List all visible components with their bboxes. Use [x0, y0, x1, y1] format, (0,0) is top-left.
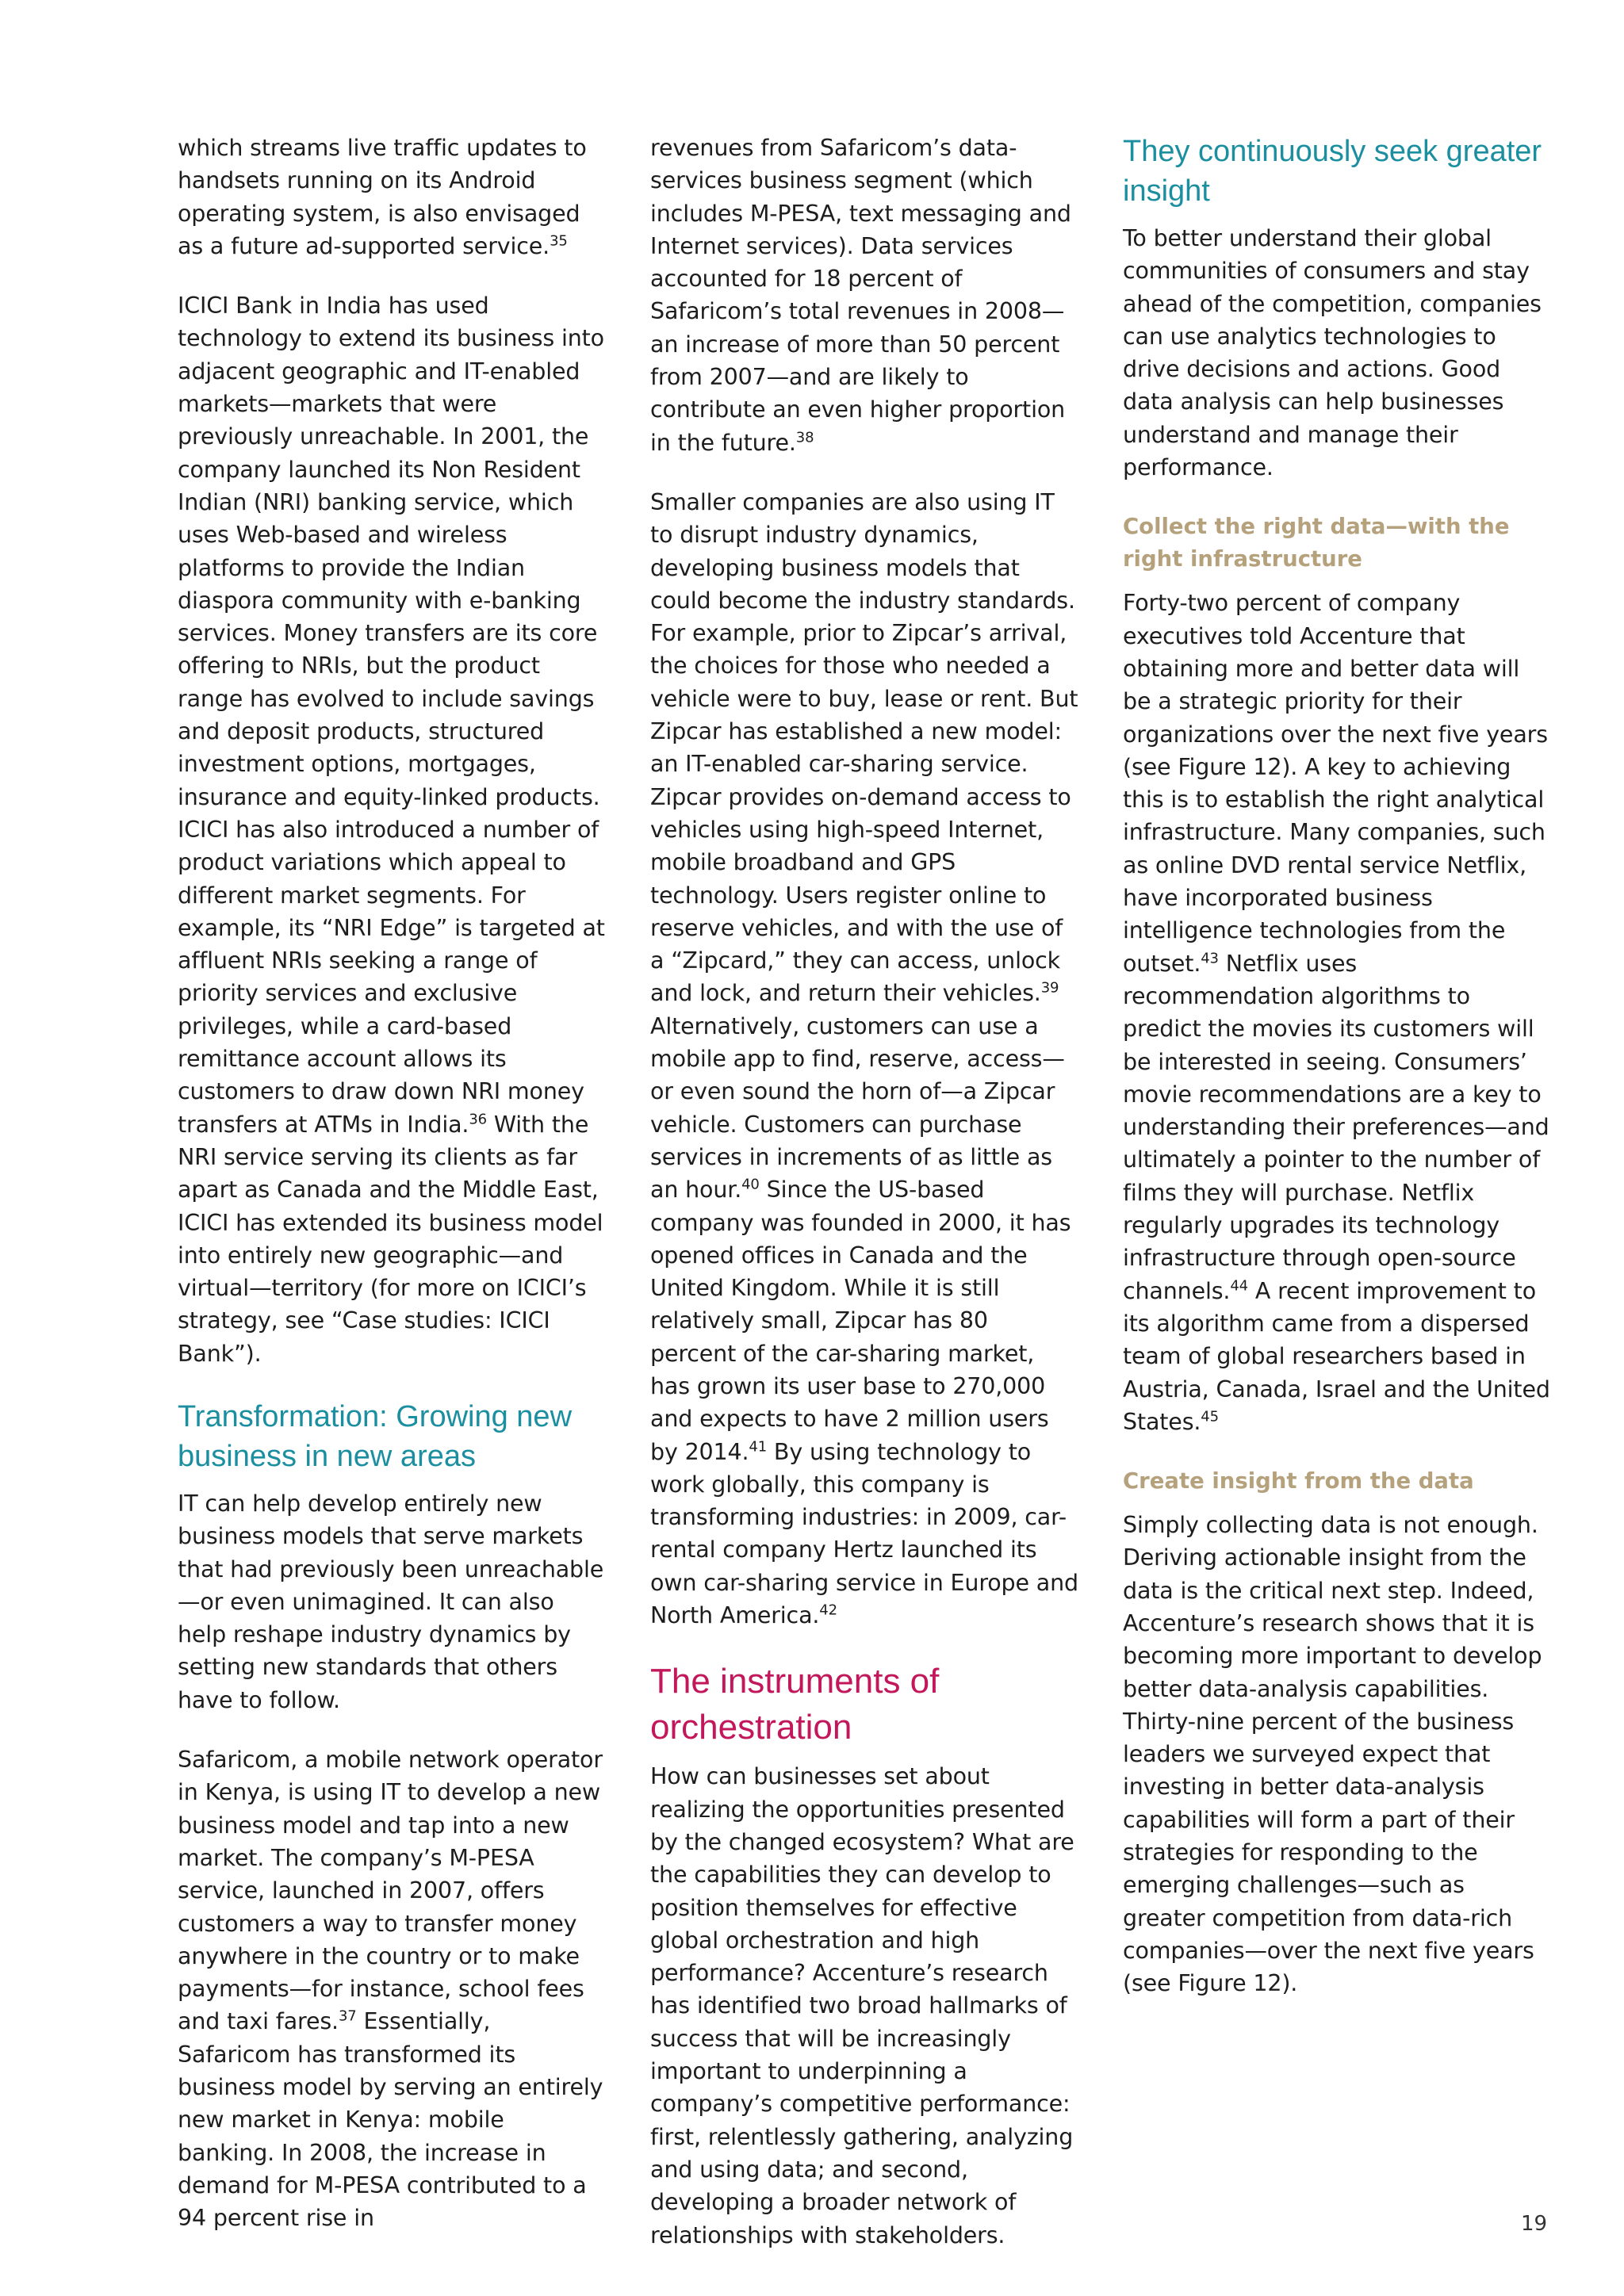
footnote-ref: 40 — [741, 1176, 760, 1193]
subheading-create-insight: Create insight from the data — [1123, 1468, 1474, 1494]
footnote-ref: 38 — [795, 429, 814, 446]
paragraph-data-analysis: Simply collecting data is not enough. Deriving actionable insight from the data is the critical next step. Indeed, Accenture’s research shows that it is becoming more important to develop better data-analysis capabilities. Thirty-nine percent of the business leaders we surveyed expect that investing in better data-analysis capabilities will form a part of their strategies for responding to the emerging challenges—such as greater competition from data-rich companies—over the next five years (see Figure 12). — [1123, 1512, 1542, 1997]
column-right — [1123, 132, 1551, 2027]
paragraph-safaricom: Safaricom, a mobile network operator in Kenya, is using IT to develop a new business model and tap into a new market. The company’s M-PESA service, launched in 2007, offers customers a way to transfer money anywhere in the country or to make payments—for instance, school fees and taxi fares.$^{37}$ Essentially, Safaricom has transformed its business model by serving an entirely new market in Kenya: mobile banking. In 2008, the increase in demand for M-PESA contributed to a 94 percent rise in — [178, 1747, 603, 2232]
footnote-ref: 37 — [338, 2007, 357, 2025]
subheading-collect-data: Collect the right data—with the right infrastructure — [1123, 514, 1510, 572]
paragraph-analytics: To better understand their global communities of consumers and stay ahead of the competition, companies can use analytics technologies to drive decisions and actions. Good data analysis can help businesses understand and manage their performance. — [1123, 225, 1542, 481]
footnote-ref: 35 — [550, 232, 568, 250]
heading-insight: They continuously seek greater insight — [1123, 135, 1542, 208]
footnote-ref: 36 — [469, 1111, 487, 1128]
column-middle — [650, 132, 1078, 2279]
paragraph-google-maps: which streams live traffic updates to handsets running on its Android operating system, is also envisaged as a future ad-supported service.$^{35}$ — [178, 135, 587, 259]
page-number: 19 — [1521, 2212, 1548, 2236]
paragraph-netflix: Forty-two percent of company executives told Accenture that obtaining more and better data will be a strategic priority for their organizations over the next five years (see Figure 12). A key to achieving this is to establish the right analytical infrastructure. Many companies, such as online DVD rental service Netflix, have incorporated business intelligence technologies from the outset.$^{43}$ Netflix uses recommendation algorithms to predict the movies its customers will be interested in seeing. Consumers’ movie recommendations are a key to understanding their preferences—and ultimately a pointer to the number of films they will purchase. Netflix regularly upgrades its technology infrastructure through open-source channels.$^{44}$ A recent improvement to its algorithm came from a dispersed team of global researchers based in Austria, Canada, Israel and the United States.$^{45}$ — [1123, 590, 1550, 1435]
footnote-ref: 42 — [819, 1601, 837, 1619]
paragraph-icici: ICICI Bank in India has used technology to extend its business into adjacent geographic and IT-enabled markets—markets that were previously unreachable. In 2001, the company launched its Non Resident Indian (NRI) banking service, which uses Web-based and wireless platforms to provide the Indian diaspora community with e-banking services. Money transfers are its core offering to NRIs, but the product range has evolved to include savings and deposit products, structured investment options, mortgages, insurance and equity-linked products. ICICI has also introduced a number of product variations which appeal to different market segments. For example, its “NRI Edge” is targeted at affluent NRIs seeking a range of priority services and exclusive privileges, while a card-based remittance account allows its customers to draw down NRI money transfers at ATMs in India.$^{36}$ With the NRI service serving its clients as far apart as Canada and the Middle East, ICICI has extended its business model into entirely new geographic—and virtual—territory (for more on ICICI’s strategy, see “Case studies: ICICI Bank”). — [178, 293, 605, 1367]
heading-instruments: The instruments of orchestration — [650, 1662, 940, 1747]
heading-transformation: Transformation: Growing new business in new areas — [178, 1399, 573, 1473]
footnote-ref: 39 — [1040, 979, 1059, 997]
footnote-ref: 45 — [1201, 1408, 1219, 1425]
footnote-ref: 44 — [1230, 1277, 1248, 1295]
paragraph-safaricom-revenue: revenues from Safaricom’s data-services business segment (which includes M-PESA, text messaging and Internet services). Data services accounted for 18 percent of Safaricom’s total revenues in 2008—an increase of more than 50 percent from 2007—and are likely to contribute an even higher proportion in the future.$^{38}$ — [650, 135, 1071, 456]
paragraph-zipcar: Smaller companies are also using IT to disrupt industry dynamics, developing business models that could become the industry standards. For example, prior to Zipcar’s arrival, the choices for those who needed a vehicle were to buy, lease or rent. But Zipcar has established a new model: an IT-enabled car-sharing service. Zipcar provides on-demand access to vehicles using high-speed Internet, mobile broadband and GPS technology. Users register online to reserve vehicles, and with the use of a “Zipcard,” they can access, unlock and lock, and return their vehicles.$^{39}$ Alternatively, customers can use a mobile app to find, reserve, access—or even sound the horn of—a Zipcar vehicle. Customers can purchase services in increments of as little as an hour.$^{40}$ Since the US-based company was founded in 2000, it has opened offices in Canada and the United Kingdom. While it is still relatively small, Zipcar has 80 percent of the car-sharing market, has grown its user base to 270,000 and expects to have 2 million users by 2014.41 By using technology to work globally, this company is transforming industries: in 2009, car-rental company Hertz launched its own car-sharing service in Europe and North America.$^{42}$ — [650, 488, 1078, 1629]
footnote-ref: 43 — [1201, 950, 1219, 967]
paragraph-new-models: IT can help develop entirely new business models that serve markets that had previously been unreachable—or even unimagined. It can also help reshape industry dynamics by setting new standards that others have to follow. — [178, 1490, 604, 1713]
footnote-ref: 41 — [749, 1438, 768, 1456]
paragraph-orchestration: How can businesses set about realizing the opportunities presented by the changed ecosystem? What are the capabilities they can develop to position themselves for effective global orchestration and high performance? Accenture’s research has identified two broad hallmarks of success that will be increasingly important to underpinning a company’s competitive performance: first, relentlessly gathering, analyzing and using data; and second, developing a broader network of relationships with stakeholders. — [650, 1763, 1074, 2248]
column-left — [178, 132, 606, 2262]
